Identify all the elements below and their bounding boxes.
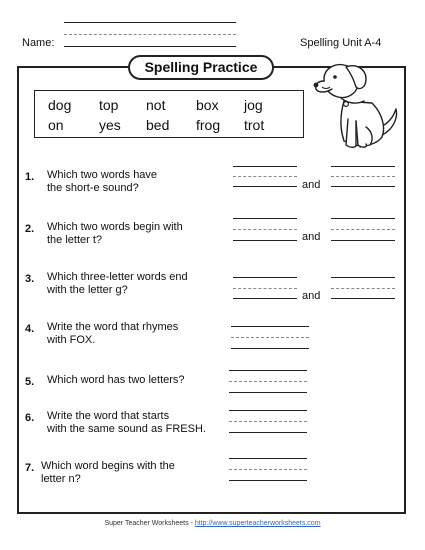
question-number: 1. — [25, 171, 35, 183]
word-bank-word: not — [146, 97, 166, 113]
and-label: and — [302, 231, 321, 243]
answer-dashed-line — [231, 337, 309, 338]
answer-guide-line — [331, 166, 395, 167]
answer-dashed-line — [331, 288, 395, 289]
question-text-line2: with the same sound as FRESH. — [47, 423, 206, 435]
question-number: 3. — [25, 273, 35, 285]
question-text-line1: Which word has two letters? — [47, 374, 185, 386]
answer-base-line[interactable] — [233, 240, 297, 241]
footer — [0, 520, 425, 527]
question-text-line1: Which three-letter words end — [47, 271, 188, 283]
answer-base-line[interactable] — [233, 186, 297, 187]
answer-base-line[interactable] — [331, 298, 395, 299]
answer-dashed-line — [233, 288, 297, 289]
word-bank-word: trot — [244, 117, 265, 133]
answer-dashed-line — [229, 421, 307, 422]
question-number: 7. — [25, 462, 35, 474]
answer-base-line[interactable] — [331, 240, 395, 241]
question-number: 6. — [25, 412, 35, 424]
word-bank-word: yes — [99, 117, 121, 133]
word-bank-word: bed — [146, 117, 170, 133]
word-bank-word: box — [196, 97, 219, 113]
question-text-line1: Write the word that rhymes — [47, 321, 179, 333]
question-text-line1: Which two words begin with — [47, 221, 183, 233]
answer-dashed-line — [233, 176, 297, 177]
unit-label: Spelling Unit A-4 — [300, 37, 382, 49]
question-text-line1: Which two words have — [47, 169, 158, 181]
answer-guide-line — [233, 166, 297, 167]
answer-base-line[interactable] — [331, 186, 395, 187]
answer-dashed-line — [229, 381, 307, 382]
word-bank-word: jog — [244, 97, 263, 113]
answer-base-line[interactable] — [233, 298, 297, 299]
name-guide-top-line — [64, 22, 236, 23]
question-text-line1: Write the word that starts — [47, 410, 170, 422]
word-bank — [34, 90, 304, 138]
answer-guide-line — [233, 218, 297, 219]
answer-dashed-line — [331, 229, 395, 230]
name-write-line — [64, 46, 236, 47]
answer-guide-line — [229, 458, 307, 459]
answer-base-line[interactable] — [229, 432, 307, 433]
page-title: Spelling Practice — [128, 55, 274, 80]
footer-text: Super Teacher Worksheets - — [104, 520, 195, 527]
question-number: 5. — [25, 376, 35, 388]
question-number: 4. — [25, 323, 35, 335]
word-bank-word: on — [48, 117, 64, 133]
answer-base-line[interactable] — [231, 348, 309, 349]
answer-guide-line — [233, 277, 297, 278]
and-label: and — [302, 179, 321, 191]
question-number: 2. — [25, 223, 35, 235]
footer-link[interactable]: http://www.superteacherworksheets.com — [194, 520, 321, 527]
answer-guide-line — [331, 218, 395, 219]
question-text-line1: Which word begins with the — [41, 460, 175, 472]
answer-dashed-line — [233, 229, 297, 230]
name-label: Name: — [22, 37, 55, 49]
and-label: and — [302, 290, 321, 302]
question-text-line2: with FOX. — [47, 334, 96, 346]
name-guide-dashed-line — [64, 34, 236, 35]
answer-guide-line — [331, 277, 395, 278]
question-text-line2: with the letter g? — [47, 284, 128, 296]
answer-guide-line — [229, 370, 307, 371]
answer-base-line[interactable] — [229, 392, 307, 393]
word-bank-word: dog — [48, 97, 72, 113]
word-bank-word: frog — [196, 117, 221, 133]
word-bank-word: top — [99, 97, 119, 113]
answer-dashed-line — [331, 176, 395, 177]
answer-dashed-line — [229, 469, 307, 470]
answer-guide-line — [231, 326, 309, 327]
question-text-line2: letter n? — [41, 473, 81, 485]
answer-guide-line — [229, 410, 307, 411]
dog-icon — [310, 57, 402, 153]
question-text-line2: the letter t? — [47, 234, 103, 246]
answer-base-line[interactable] — [229, 480, 307, 481]
question-text-line2: the short-e sound? — [47, 182, 139, 194]
